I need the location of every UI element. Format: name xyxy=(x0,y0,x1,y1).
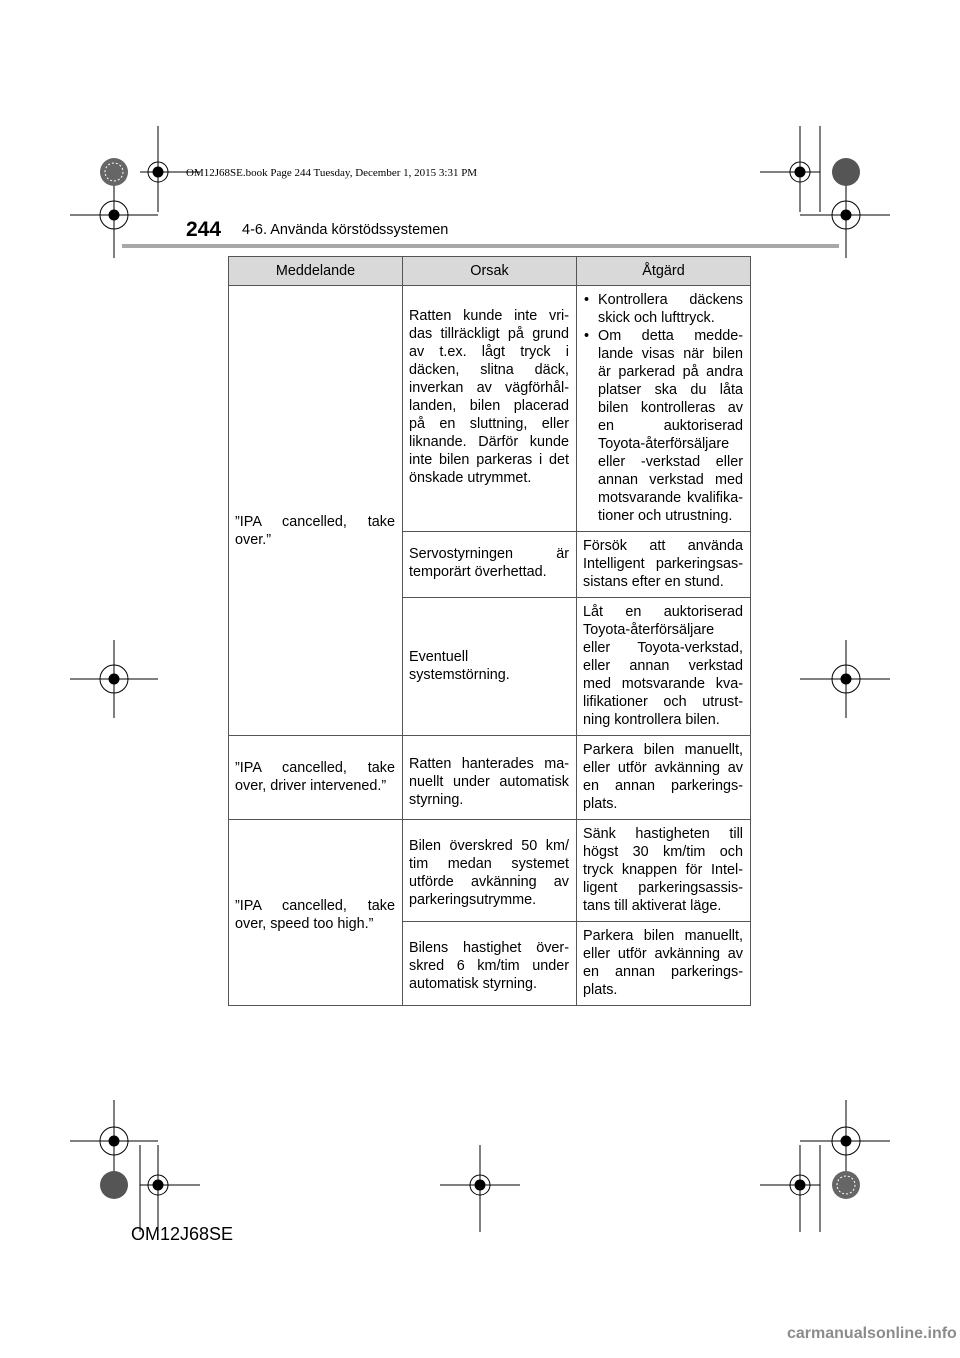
action-list xyxy=(583,291,743,525)
action-cell: Försök att använda Intelligent parkeringsas- sistans efter en stund. xyxy=(577,532,751,598)
action-cell: Sänk hastigheten till högst 30 km/tim och tryck knappen för Intel- ligent parkeringsassis- tans till aktiverat läge. xyxy=(577,820,751,922)
list-item: • Om detta medde- lande visas när bilen är parkerad på andra platser ska du låta bilen kontrolleras av en auktoriserad Toyota-återförsäljare eller -verkstad eller annan verkstad med motsvarande kvalifika- tioner och utrustning. xyxy=(583,327,743,525)
book-info: OM12J68SE.book Page 244 Tuesday, December 1, 2015 3:31 PM xyxy=(186,167,478,179)
section-title: 4-6. Använda körstödssystemen xyxy=(242,222,449,238)
cause-cell: Servostyrningen är temporärt överhettad. xyxy=(403,532,577,598)
action-cell: Parkera bilen manuellt, eller utför avkänning av en annan parkerings- plats. xyxy=(577,922,751,1006)
header-atgard: Åtgärd xyxy=(577,257,751,286)
action-cell: Låt en auktoriserad Toyota-återförsäljare eller Toyota-verkstad, eller annan verkstad med motsvarande kva- lifikationer och utrust- ning kontrollera bilen. xyxy=(577,598,751,736)
cause-cell: Eventuell systemstörning. xyxy=(403,598,577,736)
table-row xyxy=(229,286,751,532)
message-cell: ”IPA cancelled, take over, speed too high.” xyxy=(229,820,403,1006)
message-table xyxy=(228,256,751,1006)
message-cell: ”IPA cancelled, take over, driver intervened.” xyxy=(229,736,403,820)
footer-code: OM12J68SE xyxy=(131,1224,234,1244)
table-row xyxy=(229,736,751,820)
cause-cell: Ratten kunde inte vri- das tillräckligt på grund av t.ex. lågt tryck i däcken, slitna däck, inverkan av vägförhål- landen, bilen placerad på en sluttning, eller liknande. Därför kunde inte bilen parkeras i det önskade utrymmet. xyxy=(403,286,577,532)
header-meddelande: Meddelande xyxy=(229,257,403,286)
cause-cell: Bilens hastighet över- skred 6 km/tim under automatisk styrning. xyxy=(403,922,577,1006)
watermark: carmanualsonline.info xyxy=(787,1325,957,1342)
header-rule xyxy=(122,244,839,248)
table-header-row xyxy=(229,257,751,286)
action-cell xyxy=(577,286,751,532)
header-orsak: Orsak xyxy=(403,257,577,286)
cause-cell: Bilen överskred 50 km/ tim medan systemet utförde avkänning av parkeringsutrymme. xyxy=(403,820,577,922)
page-number: 244 xyxy=(186,218,222,241)
message-cell: ”IPA cancelled, take over.” xyxy=(229,286,403,736)
list-item: • Kontrollera däckens skick och lufttryck. xyxy=(583,291,743,327)
cause-cell: Ratten hanterades ma- nuellt under automatisk styrning. xyxy=(403,736,577,820)
table-row xyxy=(229,820,751,922)
action-cell: Parkera bilen manuellt, eller utför avkänning av en annan parkerings- plats. xyxy=(577,736,751,820)
